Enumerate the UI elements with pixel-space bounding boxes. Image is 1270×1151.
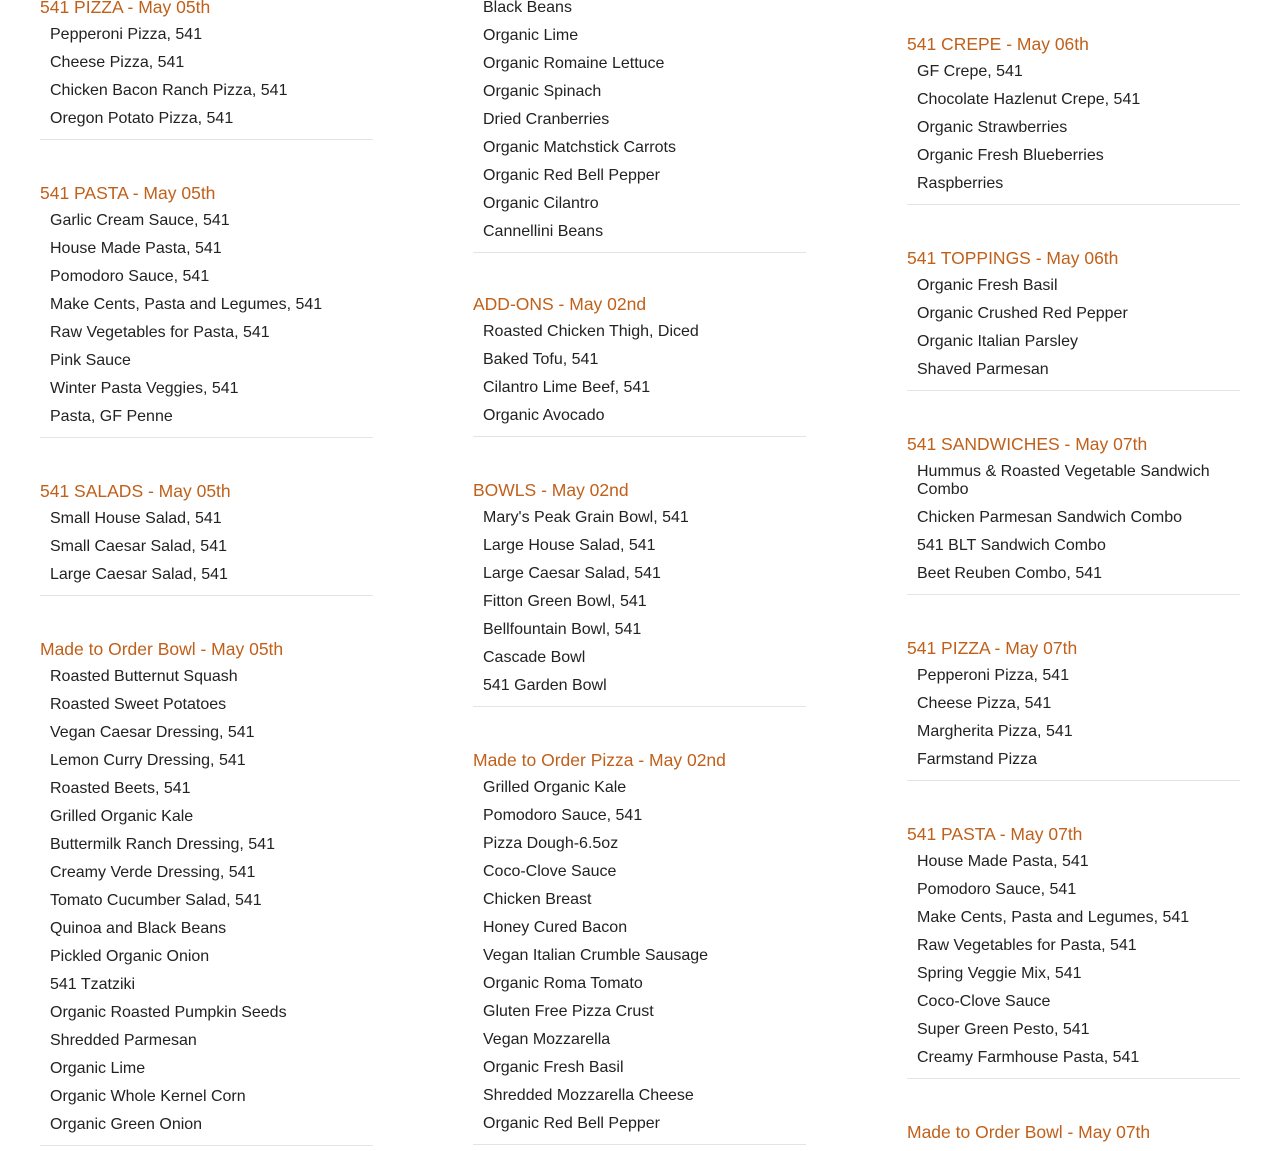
menu-item[interactable]: Organic Cilantro — [483, 195, 599, 212]
menu-item[interactable]: Coco-Clove Sauce — [483, 863, 617, 880]
menu-section — [473, 479, 806, 707]
menu-section — [473, 293, 806, 437]
menu-item[interactable]: Gluten Free Pizza Crust — [483, 1003, 654, 1020]
menu-item[interactable]: 541 BLT Sandwich Combo — [917, 537, 1106, 554]
menu-item[interactable]: Organic Lime — [483, 27, 579, 44]
menu-item[interactable]: Organic Green Onion — [50, 1116, 203, 1133]
section-title[interactable]: 541 TOPPINGS - May 06th — [907, 248, 1119, 268]
menu-item[interactable]: Bellfountain Bowl, 541 — [483, 621, 642, 638]
menu-item[interactable]: House Made Pasta, 541 — [917, 853, 1089, 870]
section-divider — [473, 252, 806, 253]
menu-item-list — [40, 668, 373, 1144]
menu-item[interactable]: Organic Italian Parsley — [917, 333, 1078, 350]
menu-item[interactable]: 541 Garden Bowl — [483, 677, 607, 694]
menu-item[interactable]: Pasta, GF Penne — [50, 408, 173, 425]
menu-item[interactable]: Grilled Organic Kale — [483, 779, 627, 796]
menu-item[interactable]: House Made Pasta, 541 — [50, 240, 222, 257]
menu-item[interactable]: Vegan Caesar Dressing, 541 — [50, 724, 255, 741]
menu-item[interactable]: Chicken Breast — [483, 891, 592, 908]
menu-item[interactable]: Hummus & Roasted Vegetable Sandwich Combo — [917, 463, 1210, 498]
section-title[interactable]: BOWLS - May 02nd — [473, 480, 629, 500]
menu-item[interactable]: Cascade Bowl — [483, 649, 586, 666]
menu-item[interactable]: Buttermilk Ranch Dressing, 541 — [50, 836, 275, 853]
menu-item[interactable]: Chicken Parmesan Sandwich Combo — [917, 509, 1183, 526]
menu-section — [40, 480, 373, 596]
menu-item[interactable]: Raw Vegetables for Pasta, 541 — [917, 937, 1137, 954]
menu-item-list — [40, 26, 373, 138]
section-title[interactable]: 541 PIZZA - May 05th — [40, 0, 211, 17]
menu-item[interactable]: Small House Salad, 541 — [50, 510, 222, 527]
menu-item[interactable]: Raw Vegetables for Pasta, 541 — [50, 324, 270, 341]
section-title[interactable]: Made to Order Bowl - May 07th — [907, 1122, 1151, 1142]
menu-item-list — [40, 510, 373, 594]
menu-item[interactable]: Margherita Pizza, 541 — [917, 723, 1073, 740]
menu-item[interactable]: Roasted Sweet Potatoes — [50, 696, 227, 713]
menu-item[interactable]: Baked Tofu, 541 — [483, 351, 599, 368]
menu-item[interactable]: Pomodoro Sauce, 541 — [50, 268, 210, 285]
menu-item[interactable]: Lemon Curry Dressing, 541 — [50, 752, 246, 769]
section-title[interactable]: 541 SANDWICHES - May 07th — [907, 434, 1148, 454]
menu-item[interactable]: Organic Crushed Red Pepper — [917, 305, 1128, 322]
menu-item[interactable]: Organic Strawberries — [917, 119, 1068, 136]
menu-item[interactable]: Raspberries — [917, 175, 1004, 192]
menu-item[interactable]: Vegan Mozzarella — [483, 1031, 611, 1048]
menu-item[interactable]: 541 Tzatziki — [50, 976, 136, 993]
menu-item[interactable]: Pink Sauce — [50, 352, 131, 369]
section-divider — [40, 1145, 373, 1146]
section-title[interactable]: Made to Order Bowl - May 05th — [40, 639, 284, 659]
section-divider — [473, 706, 806, 707]
menu-section-continued — [473, 0, 806, 253]
menu-item[interactable]: Organic Avocado — [483, 407, 605, 424]
section-divider — [40, 437, 373, 438]
menu-item[interactable]: Honey Cured Bacon — [483, 919, 628, 936]
menu-item[interactable]: Large Caesar Salad, 541 — [50, 566, 228, 583]
menu-item[interactable]: Roasted Chicken Thigh, Diced — [483, 323, 699, 340]
menu-item[interactable]: Garlic Cream Sauce, 541 — [50, 212, 230, 229]
menu-item[interactable]: Shredded Mozzarella Cheese — [483, 1087, 694, 1104]
menu-item[interactable]: Organic Spinach — [483, 83, 602, 100]
menu-item[interactable]: Vegan Italian Crumble Sausage — [483, 947, 709, 964]
menu-item[interactable]: Oregon Potato Pizza, 541 — [50, 110, 234, 127]
menu-item-list — [907, 463, 1240, 593]
menu-item[interactable]: Pomodoro Sauce, 541 — [483, 807, 643, 824]
menu-section — [907, 33, 1240, 205]
menu-item[interactable]: Organic Fresh Basil — [483, 1059, 624, 1076]
section-divider — [907, 390, 1240, 391]
menu-item[interactable]: Shredded Parmesan — [50, 1032, 197, 1049]
menu-item-list — [473, 509, 806, 705]
section-divider — [40, 139, 373, 140]
menu-item[interactable]: Mary's Peak Grain Bowl, 541 — [483, 509, 689, 526]
menu-item-list — [907, 667, 1240, 779]
menu-item[interactable]: Pickled Organic Onion — [50, 948, 210, 965]
section-divider — [907, 780, 1240, 781]
menu-item-list — [473, 0, 806, 251]
menu-item-list — [907, 853, 1240, 1077]
menu-item[interactable]: Organic Roasted Pumpkin Seeds — [50, 1004, 287, 1021]
menu-item[interactable]: GF Crepe, 541 — [917, 63, 1023, 80]
section-title[interactable]: 541 PASTA - May 05th — [40, 183, 216, 203]
menu-section — [40, 638, 373, 1146]
menu-item[interactable]: Organic Lime — [50, 1060, 146, 1077]
menu-item[interactable]: Super Green Pesto, 541 — [917, 1021, 1090, 1038]
menu-item[interactable]: Grilled Organic Kale — [50, 808, 194, 825]
menu-item[interactable]: Beet Reuben Combo, 541 — [917, 565, 1103, 582]
section-title[interactable]: 541 SALADS - May 05th — [40, 481, 231, 501]
menu-item[interactable]: Quinoa and Black Beans — [50, 920, 227, 937]
section-title[interactable]: 541 PIZZA - May 07th — [907, 638, 1078, 658]
menu-item[interactable]: Organic Red Bell Pepper — [483, 167, 660, 184]
menu-item[interactable]: Spring Veggie Mix, 541 — [917, 965, 1082, 982]
menu-item[interactable]: Make Cents, Pasta and Legumes, 541 — [917, 909, 1190, 926]
menu-section — [907, 1121, 1240, 1151]
menu-item[interactable]: Small Caesar Salad, 541 — [50, 538, 227, 555]
menu-item[interactable]: Winter Pasta Veggies, 541 — [50, 380, 239, 397]
menu-item[interactable]: Pizza Dough-6.5oz — [483, 835, 619, 852]
menu-section — [40, 0, 373, 140]
menu-item[interactable]: Organic Matchstick Carrots — [483, 139, 676, 156]
menu-section — [907, 247, 1240, 391]
menu-item[interactable]: Large Caesar Salad, 541 — [483, 565, 661, 582]
section-title[interactable]: ADD-ONS - May 02nd — [473, 294, 647, 314]
section-divider — [473, 436, 806, 437]
menu-item[interactable]: Cannellini Beans — [483, 223, 604, 240]
menu-item[interactable]: Large House Salad, 541 — [483, 537, 656, 554]
menu-item-list — [40, 212, 373, 436]
menu-item[interactable]: Fitton Green Bowl, 541 — [483, 593, 647, 610]
menu-item[interactable]: Cheese Pizza, 541 — [50, 54, 185, 71]
menu-item[interactable]: Roasted Beets, 541 — [50, 780, 191, 797]
menu-item[interactable]: Cilantro Lime Beef, 541 — [483, 379, 651, 396]
menu-section — [907, 823, 1240, 1079]
menu-section — [40, 182, 373, 438]
menu-item[interactable]: Organic Red Bell Pepper — [483, 1115, 660, 1132]
menu-item[interactable]: Organic Romaine Lettuce — [483, 55, 665, 72]
menu-item[interactable]: Shaved Parmesan — [917, 361, 1049, 378]
menu-item[interactable]: Dried Cranberries — [483, 111, 610, 128]
menu-section — [907, 433, 1240, 595]
section-divider — [907, 594, 1240, 595]
menu-item[interactable]: Tomato Cucumber Salad, 541 — [50, 892, 262, 909]
section-divider — [473, 1144, 806, 1145]
menu-item-list — [473, 779, 806, 1143]
menu-item[interactable]: Organic Fresh Basil — [917, 277, 1058, 294]
menu-item-list — [907, 277, 1240, 389]
section-divider — [40, 595, 373, 596]
section-title[interactable]: 541 PASTA - May 07th — [907, 824, 1083, 844]
menu-item[interactable]: Coco-Clove Sauce — [917, 993, 1051, 1010]
menu-item[interactable]: Farmstand Pizza — [917, 751, 1038, 768]
menu-item[interactable]: Organic Fresh Blueberries — [917, 147, 1104, 164]
menu-item[interactable]: Pepperoni Pizza, 541 — [50, 26, 203, 43]
menu-item[interactable]: Organic Roma Tomato — [483, 975, 643, 992]
menu-item[interactable]: Chocolate Hazlenut Crepe, 541 — [917, 91, 1141, 108]
menu-item[interactable]: Organic Whole Kernel Corn — [50, 1088, 246, 1105]
menu-item[interactable]: Pepperoni Pizza, 541 — [917, 667, 1070, 684]
menu-item[interactable]: Black Beans — [483, 0, 572, 16]
menu-item-list — [907, 63, 1240, 203]
menu-item-list — [473, 323, 806, 435]
menu-item[interactable]: Roasted Butternut Squash — [50, 668, 238, 685]
section-divider — [907, 1078, 1240, 1079]
section-title[interactable]: Made to Order Pizza - May 02nd — [473, 750, 726, 770]
menu-item[interactable]: Chicken Bacon Ranch Pizza, 541 — [50, 82, 288, 99]
menu-item[interactable]: Creamy Farmhouse Pasta, 541 — [917, 1049, 1140, 1066]
menu-item[interactable]: Pomodoro Sauce, 541 — [917, 881, 1077, 898]
menu-section — [473, 749, 806, 1145]
menu-item[interactable]: Cheese Pizza, 541 — [917, 695, 1052, 712]
menu-section — [907, 637, 1240, 781]
menu-item[interactable]: Creamy Verde Dressing, 541 — [50, 864, 256, 881]
section-title[interactable]: 541 CREPE - May 06th — [907, 34, 1089, 54]
section-divider — [907, 204, 1240, 205]
menu-item[interactable]: Make Cents, Pasta and Legumes, 541 — [50, 296, 323, 313]
